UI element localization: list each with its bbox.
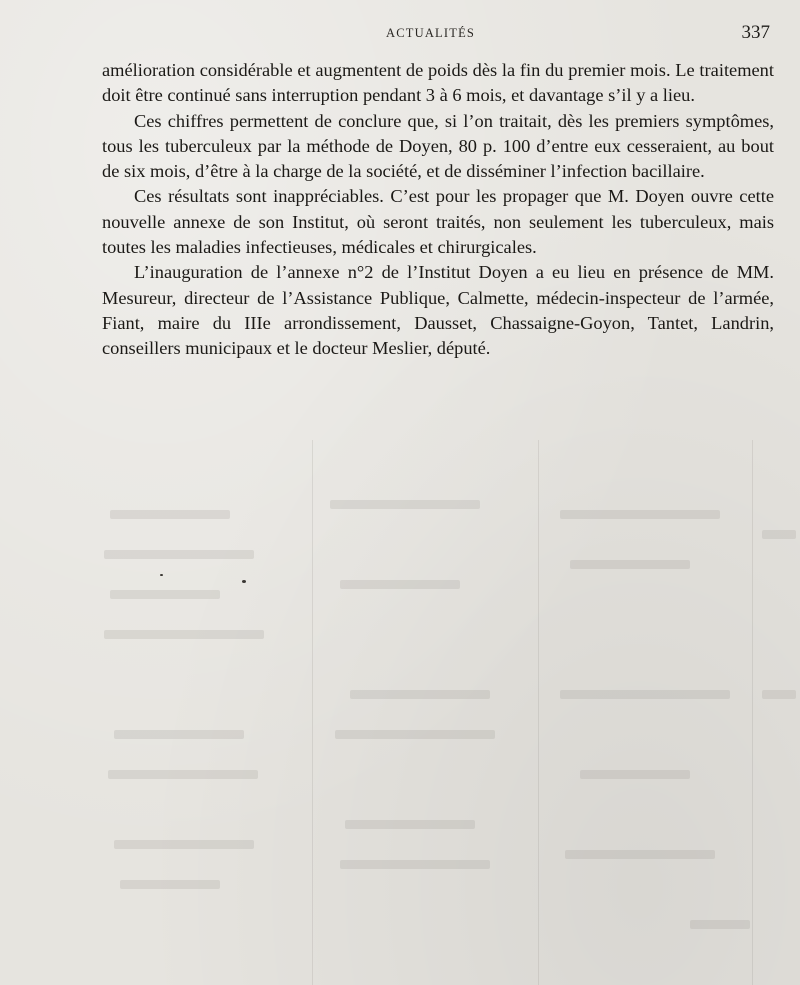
ghost-line	[580, 770, 690, 779]
ghost-line	[110, 510, 230, 519]
ghost-line	[350, 690, 490, 699]
ghost-line	[345, 820, 475, 829]
ghost-line	[560, 510, 720, 519]
ghost-line	[120, 880, 220, 889]
ghost-line	[565, 850, 715, 859]
paragraph-conclusion: Ces chiffres permettent de conclure que, si l’on traitait, dès les premiers symptômes, tous les tuberculeux par la méthode de Doyen, 80 p. 100 d’entre eux cesseraient, au bout de six mois, d’être à la charge de la société, et de disséminer l’infection bacillaire.	[102, 110, 774, 182]
ink-speck	[160, 574, 163, 576]
ghost-line	[330, 500, 480, 509]
body-text	[102, 58, 774, 362]
ghost-line	[114, 840, 254, 849]
ghost-line	[340, 580, 460, 589]
ghost-line	[104, 550, 254, 559]
ghost-line	[108, 770, 258, 779]
ghost-line	[570, 560, 690, 569]
running-header	[0, 24, 800, 44]
ghost-column-rule	[538, 440, 539, 985]
bleed-through-texture	[90, 440, 800, 985]
paragraph-inauguration: L’inauguration de l’annexe n°2 de l’Institut Doyen a eu lieu en présence de MM. Mesureur, directeur de l’Assistance Publique, Calmette, médecin-inspecteur de l’armée, Fiant, maire du IIIe arrondissement, Dausset, Chassaigne-Goyon, Tantet, Landrin, conseillers municipaux et le docteur Meslier, député.	[102, 262, 774, 359]
ghost-line	[340, 860, 490, 869]
ghost-line	[560, 690, 730, 699]
paragraph-continuation: amélioration considérable et augmentent de poids dès la fin du premier mois. Le traitement doit être continué sans interruption pendant 3 à 6 mois, et davantage s’il y a lieu.	[102, 60, 774, 106]
paragraph-results: Ces résultats sont inappréciables. C’est pour les propager que M. Doyen ouvre cette nouvelle annexe de son Institut, où seront traités, non seulement les tuberculeux, mais toutes les maladies infectieuses, médicales et chirurgicales.	[102, 186, 774, 258]
running-title: ACTUALITÉS	[386, 26, 476, 40]
ghost-line	[762, 690, 796, 699]
page-number: 337	[741, 22, 770, 43]
ghost-column-rule	[312, 440, 313, 985]
ghost-line	[104, 630, 264, 639]
ghost-line	[110, 590, 220, 599]
ghost-line	[762, 530, 796, 539]
ghost-column-rule	[752, 440, 753, 985]
ghost-line	[114, 730, 244, 739]
ghost-line	[335, 730, 495, 739]
ghost-line	[690, 920, 750, 929]
ink-speck	[242, 580, 246, 583]
